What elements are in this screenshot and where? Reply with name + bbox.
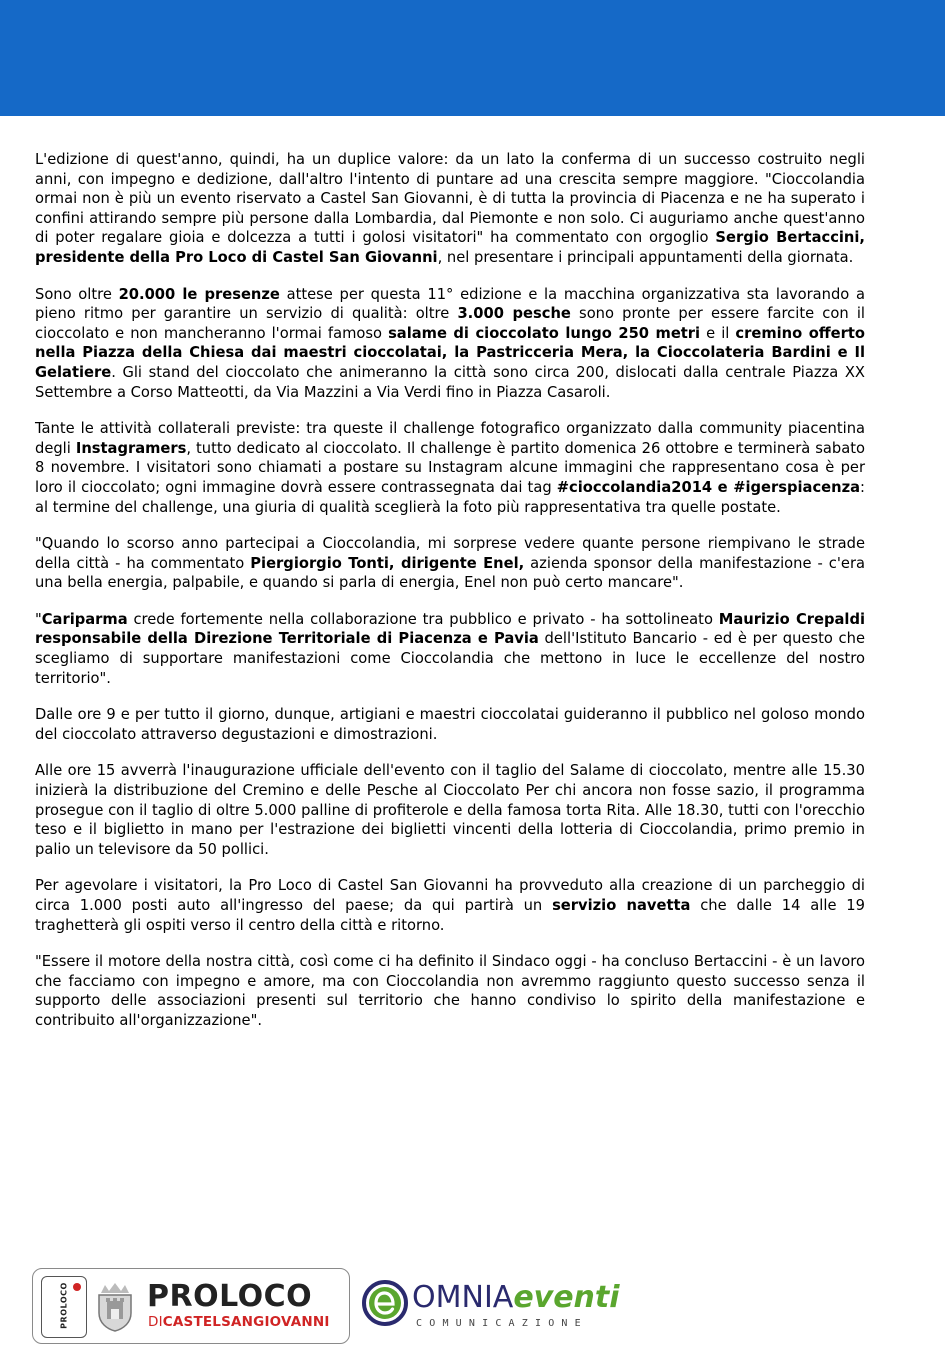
text-run: Per agevolare i visitatori, la Pro Loco di Castel San Giovanni ha provveduto alla creazione di un parcheggio di circa 1.000 posti auto all'ingresso del paese; da qui partirà un [35,877,865,914]
text-run: , nel presentare i principali appuntamenti della giornata. [437,248,854,266]
text-run: L'edizione di quest'anno, quindi, ha un duplice valore: da un lato la conferma di un successo costruito negli anni, con impegno e dedizione, dall'altro l'intento di puntare ad una crescita sempre maggiore. "Cioccolandia ormai non è più un evento riservato a Castel San Giovanni, è di tutta la provincia di Piacenza e ne ha superato i confini attirando sempre più persone dalla Lombardia, dal Piemonte e non solo. Ci auguriamo anche quest'anno di poter regalare gioia e dolcezza a tutti i golosi visitatori" ha commentato con orgoglio [35,151,865,247]
bold-text: Sergio Bertaccini, presidente della Pro Loco di Castel San Giovanni [35,229,866,266]
text-run: che dalle 14 alle 19 traghetterà gli ospiti verso il centro della città e ritorno. [35,897,865,934]
bold-text: servizio navetta [552,897,691,914]
omnia-e-icon [362,1280,408,1326]
paragraph [35,285,865,403]
bold-text: Piergiorgio Tonti, dirigente Enel, [250,554,525,572]
text-run: Sono oltre [35,285,119,303]
text-run: crede fortemente nella collaborazione tra pubblico e privato - ha sottolineato [127,610,719,628]
header-band [0,0,945,116]
bold-text: cremino offerto nella Piazza della Chiesa dai maestri cioccolatai, la Pastricceria Mera, la Cioccolateria Bardini e Il Gelatiere [35,324,865,381]
text-run: : al termine del challenge, una giuria di qualità sceglierà la foto più rappresentativa tra quelle postate. [35,478,865,516]
text-run: Tante le attività collaterali previste: tra queste il challenge fotografico organizzato dalla community piacentina degli [35,420,865,457]
paragraph [35,952,865,1030]
paragraph [35,150,865,268]
omnia-eventi-logo [362,1268,652,1342]
paragraph [35,534,865,593]
proloco-badge-icon: PROLOCO [41,1276,87,1338]
text-run: " [35,610,42,628]
text-run: attese per questa 11° edizione e la macchina organizzativa sta lavorando a pieno ritmo per garantire un servizio di qualità: oltre [35,285,865,323]
paragraph [35,419,865,517]
town-crest-icon [93,1279,137,1333]
proloco-logo [32,1268,350,1344]
text-run: Dalle ore 9 e per tutto il giorno, dunque, artigiani e maestri cioccolatai guideranno il pubblico nel goloso mondo del cioccolato attraverso degustazioni e dimostrazioni. [35,706,865,743]
proloco-subtitle: DICASTELSANGIOVANNI [148,1314,330,1330]
text-run: . Gli stand del cioccolato che animeranno la città sono circa 200, dislocati dalla centrale Piazza XX Settembre a Corso Matteotti, da Via Mazzini a Via Verdi fino in Piazza Casaroli. [35,363,865,401]
bold-text: Maurizio Crepaldi responsabile della Direzione Territoriale di Piacenza e Pavia [35,610,865,648]
proloco-title: PROLOCO [147,1279,313,1314]
bold-text: 20.000 le presenze [118,285,280,303]
text-run: dell'Istituto Bancario - ed è per questo che scegliamo di supportare manifestazioni come Cioccolandia che mettono in luce le eccellenze del nostro territorio". [35,630,865,687]
bold-text: 3.000 pesche [457,305,571,323]
paragraph [35,876,865,935]
bold-text: Instagramers [75,439,187,457]
paragraph [35,705,865,744]
omnia-name: OMNIAeventi [412,1280,620,1315]
text-run: , tutto dedicato al cioccolato. Il challenge è partito domenica 26 ottobre e terminerà sabato 8 novembre. I visitatori sono chiamati a postare su Instagram alcune immagini che rappresentano cosa è per loro il cioccolato; ogni immagine dovrà essere contrassegnata dai tag [35,439,866,496]
press-release-body [35,150,865,1048]
paragraph [35,761,865,859]
omnia-tagline: COMUNICAZIONE [416,1318,588,1329]
bold-text: Cariparma [41,610,128,628]
text-run: sono pronte per essere farcite con il cioccolato e non mancheranno l'ormai famoso [35,305,866,342]
paragraph [35,610,865,688]
footer-logos [32,1268,652,1344]
bold-text: #cioccolandia2014 e #igerspiacenza [556,478,861,496]
bold-text: salame di cioccolato lungo 250 metri [388,324,701,342]
text-run: azienda sponsor della manifestazione - c'era una bella energia, palpabile, e quando si parla di energia, Enel non può certo mancare". [35,554,865,592]
text-run: "Quando lo scorso anno partecipai a Cioccolandia, mi sorprese vedere quante persone riempivano le strade della città - ha commentato [35,535,865,572]
text-run: e il [700,324,736,342]
text-run: Alle ore 15 avverrà l'inaugurazione ufficiale dell'evento con il taglio del Salame di cioccolato, mentre alle 15.30 inizierà la distribuzione del Cremino e delle Pesche al Cioccolato Per chi ancora non fosse sazio, il programma prosegue con il taglio di oltre 5.000 palline di profiterole e della famosa torta Rita. Alle 18.30, tutti con l'orecchio teso e il biglietto in mano per l'estrazione dei biglietti vincenti della lotteria di Cioccolandia, primo premio in palio un televisore da 50 pollici. [35,762,865,858]
text-run: "Essere il motore della nostra città, così come ci ha definito il Sindaco oggi - ha concluso Bertaccini - è un lavoro che facciamo con impegno e amore, ma con Cioccolandia non avremmo raggiunto questo successo senza il supporto delle associazioni presenti sul territorio che hanno condiviso lo spirito della manifestazione e contribuito all'organizzazione". [35,953,865,1029]
